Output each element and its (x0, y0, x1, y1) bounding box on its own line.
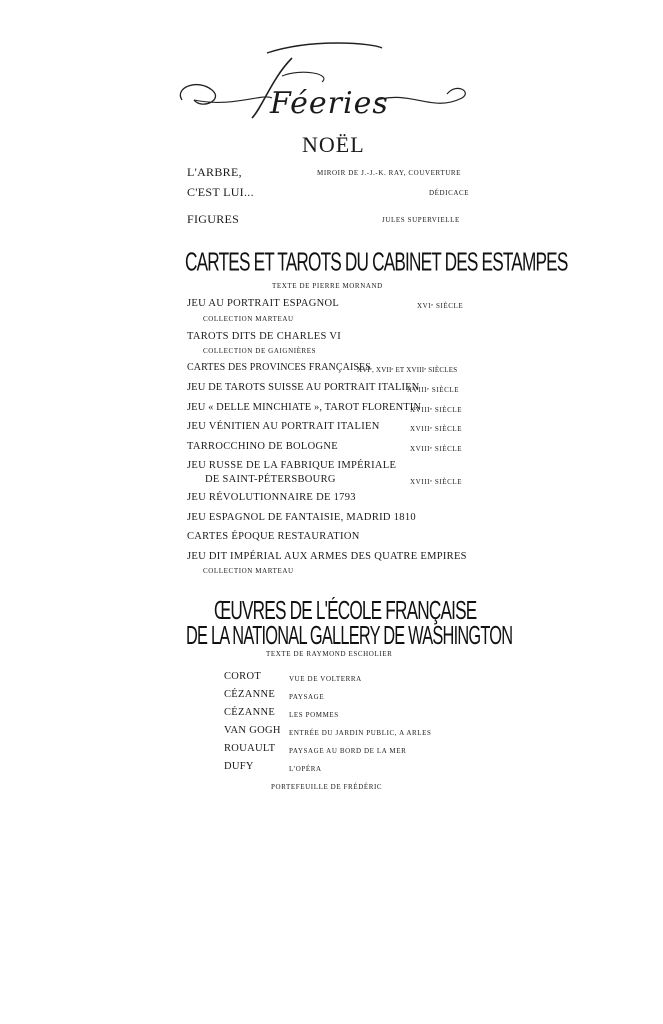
cartes-item-title: JEU VÉNITIEN AU PORTRAIT ITALIEN (187, 421, 380, 432)
oeuvres-artist: COROT (224, 671, 262, 682)
cartes-subtitle: TEXTE DE PIERRE MORNAND (272, 282, 383, 290)
noel-item-left: C'EST LUI... (187, 185, 254, 199)
oeuvres-work: ENTRÉE DU JARDIN PUBLIC, A ARLES (289, 729, 432, 737)
oeuvres-work: PAYSAGE AU BORD DE LA MER (289, 747, 407, 755)
oeuvres-subtitle: TEXTE DE RAYMOND ESCHOLIER (266, 650, 393, 658)
cartes-item-title: JEU RUSSE DE LA FABRIQUE IMPÉRIALE (187, 460, 397, 471)
cartes-item-title: JEU DIT IMPÉRIAL AUX ARMES DES QUATRE EMPIRES (187, 551, 467, 562)
cartes-item-title: JEU RÉVOLUTIONNAIRE DE 1793 (187, 492, 356, 503)
cartes-item-century: XVIIIᵉ SIÈCLE (410, 478, 463, 486)
cartes-heading: CARTES ET TAROTS DU CABINET DES ESTAMPES (185, 248, 568, 277)
oeuvres-footer: PORTEFEUILLE DE FRÉDÉRIC (271, 783, 383, 791)
oeuvres-heading-line2: DE LA NATIONAL GALLERY DE WASHINGTON (186, 622, 513, 651)
feeries-logo-text: Féeries (270, 86, 389, 121)
cartes-item-title: CARTES DES PROVINCES FRANÇAISES (187, 362, 371, 373)
cartes-item-note: COLLECTION DE GAIGNIÈRES (203, 347, 317, 355)
oeuvres-work: VUE DE VOLTERRA (289, 675, 362, 683)
cartes-item-title: JEU DE TAROTS SUISSE AU PORTRAIT ITALIEN (187, 382, 420, 393)
cartes-item-century: XVIIIᵉ SIÈCLE (410, 445, 463, 453)
cartes-item-title: TARROCCHINO DE BOLOGNE (187, 441, 339, 452)
oeuvres-artist: ROUAULT (224, 743, 276, 754)
cartes-item-title: DE SAINT-PÉTERSBOURG (205, 474, 336, 485)
noel-item-right: JULES SUPERVIELLE (382, 216, 460, 224)
cartes-item-note: COLLECTION MARTEAU (203, 567, 294, 575)
oeuvres-work: L'OPÉRA (289, 765, 322, 773)
oeuvres-artist: CÉZANNE (224, 689, 276, 700)
noel-title: NOËL (302, 132, 365, 157)
oeuvres-work: PAYSAGE (289, 693, 325, 701)
oeuvres-artist: VAN GOGH (224, 725, 281, 736)
cartes-item-title: JEU « DELLE MINCHIATE », TAROT FLORENTIN (187, 402, 422, 413)
cartes-item-century: XVIᵉ SIÈCLE (417, 302, 464, 310)
cartes-item-title: TAROTS DITS DE CHARLES VI (187, 331, 342, 342)
cartes-item-title: JEU AU PORTRAIT ESPAGNOL (187, 298, 340, 309)
noel-item-right: DÉDICACE (429, 189, 470, 197)
cartes-item-title: CARTES ÉPOQUE RESTAURATION (187, 531, 360, 542)
cartes-item-note: COLLECTION MARTEAU (203, 315, 294, 323)
noel-item-left: L'ARBRE, (187, 165, 242, 179)
cartes-item-century: XVIIIᵉ SIÈCLE (410, 425, 463, 433)
noel-item-left: FIGURES (187, 212, 240, 226)
oeuvres-work: LES POMMES (289, 711, 339, 719)
oeuvres-artist: DUFY (224, 761, 254, 772)
cartes-item-century: XVIᵉ, XVIIᵉ ET XVIIIᵉ SIÈCLES (357, 366, 458, 374)
noel-item-right: MIROIR DE J.-J.-K. RAY, COUVERTURE (317, 169, 462, 177)
oeuvres-heading-line1: ŒUVRES DE L'ÉCOLE FRANÇAISE (214, 597, 477, 626)
oeuvres-artist: CÉZANNE (224, 707, 276, 718)
cartes-item-century: XVIIIᵉ SIÈCLE (410, 406, 463, 414)
cartes-item-title: JEU ESPAGNOL DE FANTAISIE, MADRID 1810 (187, 512, 416, 523)
cartes-item-century: XVIIIᵉ SIÈCLE (407, 386, 460, 394)
